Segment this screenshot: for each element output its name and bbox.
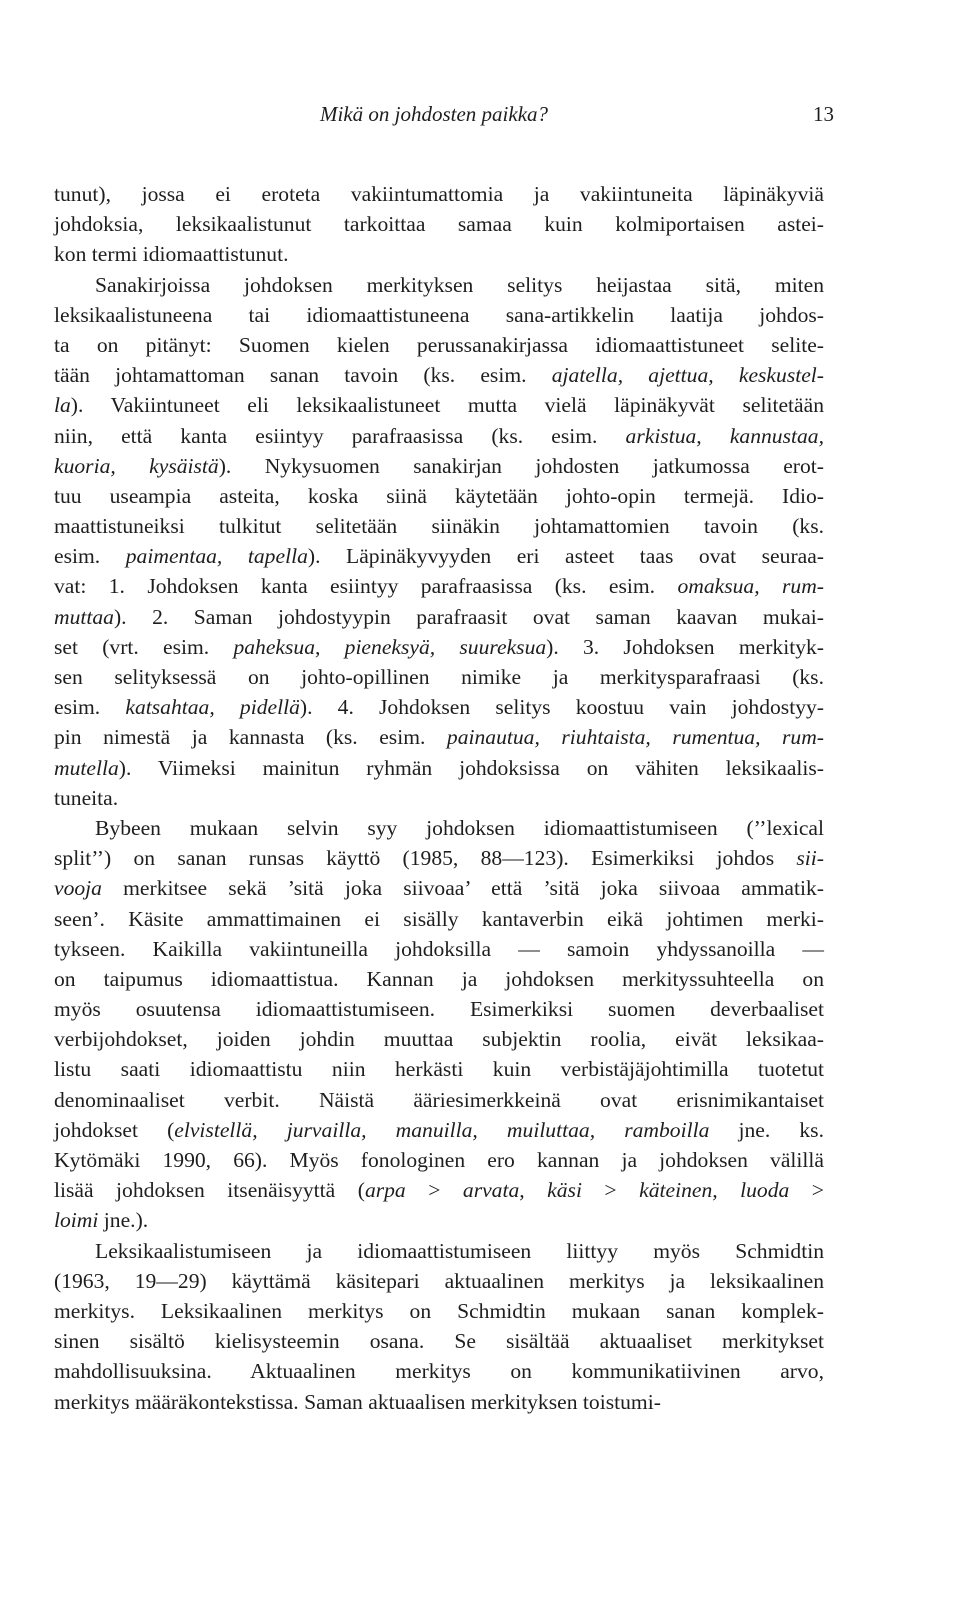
text-line: Sanakirjoissa johdoksen merkityksen selitys heijastaa sitä, miten	[95, 272, 824, 297]
text-line: tunut), jossa ei eroteta vakiintumattomia ja vakiintuneita läpinäkyviä	[54, 182, 824, 206]
text-line: Kytömäki 1990, 66). Myös fonologinen ero kannan ja johdoksen välillä	[54, 1148, 824, 1172]
text-line: (1963, 19—29) käyttämä käsitepari aktuaalinen merkitys ja leksikaalinen	[54, 1268, 824, 1293]
text-line: muttaa). 2. Saman johdostyypin parafraasit ovat saman kaavan mukai-	[54, 604, 824, 629]
text-line: leksikaalistuneena tai idiomaattistuneena sana-artikkelin laatija johdos-	[54, 302, 824, 327]
text-line: loimi jne.).	[54, 1208, 149, 1233]
text-line: niin, että kanta esiintyy parafraasissa (ks. esim. arkistua, kannustaa,	[54, 423, 824, 448]
text-line: la). Vakiintuneet eli leksikaalistuneet mutta vielä läpinäkyvät selitetään	[54, 393, 824, 418]
text-line: tykseen. Kaikilla vakiintuneilla johdoksilla — samoin yhdyssanoilla —	[54, 936, 824, 961]
text-line: tuneita.	[54, 785, 119, 810]
text-line: merkitys. Leksikaalinen merkitys on Schmidtin mukaan sanan komplek-	[54, 1298, 824, 1323]
text-line: vooja merkitsee sekä ’sitä joka siivoaa’ että ’sitä joka siivoaa ammatik-	[54, 876, 824, 901]
text-line: set (vrt. esim. paheksua, pieneksyä, suureksua). 3. Johdoksen merkityk-	[54, 634, 824, 659]
text-line: vat: 1. Johdoksen kanta esiintyy parafraasissa (ks. esim. omaksua, rum-	[54, 574, 824, 599]
text-line: maattistuneiksi tulkitut selitetään siinäkin johtamattomien tavoin (ks.	[54, 514, 824, 539]
text-line: lisää johdoksen itsenäisyyttä (arpa > arvata, käsi > käteinen, luoda >	[54, 1178, 824, 1203]
text-line: Leksikaalistumiseen ja idiomaattistumiseen liittyy myös Schmidtin	[95, 1238, 824, 1263]
text-line: mahdollisuuksina. Aktuaalinen merkitys on kommunikatiivinen arvo,	[54, 1359, 824, 1384]
text-line: tään johtamattoman sanan tavoin (ks. esim. ajatella, ajettua, keskustel-	[54, 363, 824, 388]
text-line: sen selityksessä on johto-opillinen nimike ja merkitysparafraasi (ks.	[54, 665, 824, 689]
text-line: denominaaliset verbit. Näistä ääriesimerkkeinä ovat erisnimikantaiset	[54, 1087, 824, 1112]
text-line: Bybeen mukaan selvin syy johdoksen idiomaattistumiseen (’’lexical	[95, 815, 824, 840]
text-line: mutella). Viimeksi mainitun ryhmän johdoksissa on vähiten leksikaalis-	[54, 755, 824, 780]
text-line: ta on pitänyt: Suomen kielen perussanakirjassa idiomaattistuneet selite-	[54, 332, 824, 357]
text-line: sinen sisältö kielisysteemin osana. Se sisältää aktuaaliset merkitykset	[54, 1329, 824, 1354]
page-number: 13	[813, 102, 834, 126]
text-line: seen’. Käsite ammattimainen ei sisälly kantaverbin eikä johtimen merki-	[54, 906, 824, 931]
text-line: verbijohdokset, joiden johdin muuttaa subjektin roolia, eivät leksikaa-	[54, 1027, 824, 1052]
text-line: split’’) on sanan runsas käyttö (1985, 88—123). Esimerkiksi johdos sii-	[54, 846, 824, 871]
text-line: pin nimestä ja kannasta (ks. esim. painautua, riuhtaista, rumentua, rum-	[54, 725, 824, 750]
text-line: esim. paimentaa, tapella). Läpinäkyvyyden eri asteet taas ovat seuraa-	[54, 544, 824, 569]
body-text	[54, 179, 824, 1417]
text-line: on taipumus idiomaattistua. Kannan ja johdoksen merkityssuhteella on	[54, 966, 824, 991]
running-head	[0, 102, 960, 132]
text-line: kon termi idiomaattistunut.	[54, 242, 289, 267]
text-line: johdokset (elvistellä, jurvailla, manuilla, muiluttaa, ramboilla jne. ks.	[54, 1117, 824, 1142]
text-line: listu saati idiomaattistu niin herkästi kuin verbistäjäjohtimilla tuotetut	[54, 1057, 824, 1082]
text-line: johdoksia, leksikaalistunut tarkoittaa samaa kuin kolmiportaisen astei-	[54, 212, 824, 237]
text-line: kuoria, kysäistä). Nykysuomen sanakirjan johdosten jatkumossa erot-	[54, 453, 824, 478]
text-line: myös osuutensa idiomaattistumiseen. Esimerkiksi suomen deverbaaliset	[54, 997, 824, 1022]
text-line: merkitys määräkontekstissa. Saman aktuaalisen merkityksen toistumi-	[54, 1389, 661, 1414]
running-title: Mikä on johdosten paikka?	[320, 102, 549, 126]
text-line: esim. katsahtaa, pidellä). 4. Johdoksen selitys koostuu vain johdostyy-	[54, 695, 824, 720]
text-line: tuu useampia asteita, koska siinä käytetään johto-opin termejä. Idio-	[54, 483, 824, 508]
